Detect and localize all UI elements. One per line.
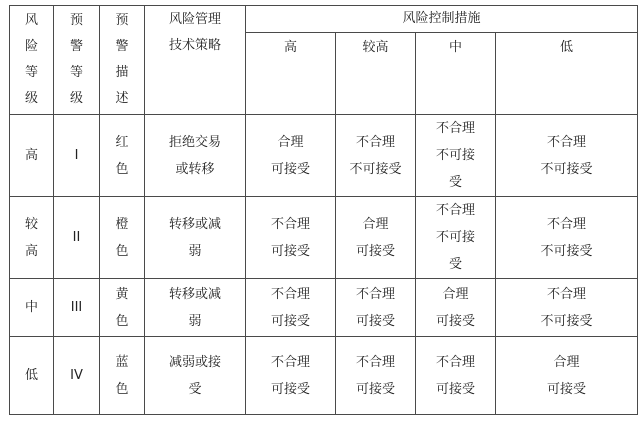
risk-control-table — [9, 5, 638, 415]
table-row — [10, 279, 638, 337]
table-row — [10, 115, 638, 197]
row-warning-level: IV — [54, 337, 100, 415]
header-control-measures: 风险控制措施 — [246, 6, 638, 33]
row-risk-level: 低 — [10, 337, 54, 415]
row-measure-high: 不合理 可接受 — [246, 279, 336, 337]
row-strategy: 拒绝交易 或转移 — [145, 115, 246, 197]
row-measure-low: 不合理 不可接受 — [496, 197, 638, 279]
row-warning-level: III — [54, 279, 100, 337]
row-warning-description: 蓝 色 — [100, 337, 145, 415]
header-measure-high: 高 — [246, 33, 336, 115]
row-measure-fairly-high: 不合理 不可接受 — [336, 115, 416, 197]
row-strategy: 转移或减 弱 — [145, 197, 246, 279]
row-measure-low: 不合理 不可接受 — [496, 279, 638, 337]
row-strategy: 减弱或接 受 — [145, 337, 246, 415]
row-measure-high: 不合理 可接受 — [246, 197, 336, 279]
row-measure-fairly-high: 不合理 可接受 — [336, 337, 416, 415]
row-measure-high: 合理 可接受 — [246, 115, 336, 197]
header-risk-level: 风 险 等 级 — [10, 6, 54, 115]
row-warning-level: II — [54, 197, 100, 279]
row-warning-level: I — [54, 115, 100, 197]
header-warning-level: 预 警 等 级 — [54, 6, 100, 115]
table-row — [10, 197, 638, 279]
row-measure-medium: 合理 可接受 — [416, 279, 496, 337]
header-warning-description: 预 警 描 述 — [100, 6, 145, 115]
header-measure-medium: 中 — [416, 33, 496, 115]
header-measure-fairly-high: 较高 — [336, 33, 416, 115]
row-measure-medium: 不合理 可接受 — [416, 337, 496, 415]
row-measure-medium: 不合理 不可接 受 — [416, 197, 496, 279]
row-measure-fairly-high: 不合理 可接受 — [336, 279, 416, 337]
row-risk-level: 中 — [10, 279, 54, 337]
header-measure-low: 低 — [496, 33, 638, 115]
header-strategy: 风险管理 技术策略 — [145, 6, 246, 115]
row-measure-low: 合理 可接受 — [496, 337, 638, 415]
row-strategy: 转移或减 弱 — [145, 279, 246, 337]
row-measure-high: 不合理 可接受 — [246, 337, 336, 415]
row-measure-low: 不合理 不可接受 — [496, 115, 638, 197]
row-risk-level: 高 — [10, 115, 54, 197]
header-row-top — [10, 6, 638, 33]
table-row — [10, 337, 638, 415]
row-risk-level: 较 高 — [10, 197, 54, 279]
row-warning-description: 红 色 — [100, 115, 145, 197]
row-warning-description: 橙 色 — [100, 197, 145, 279]
row-measure-medium: 不合理 不可接 受 — [416, 115, 496, 197]
row-measure-fairly-high: 合理 可接受 — [336, 197, 416, 279]
row-warning-description: 黄 色 — [100, 279, 145, 337]
